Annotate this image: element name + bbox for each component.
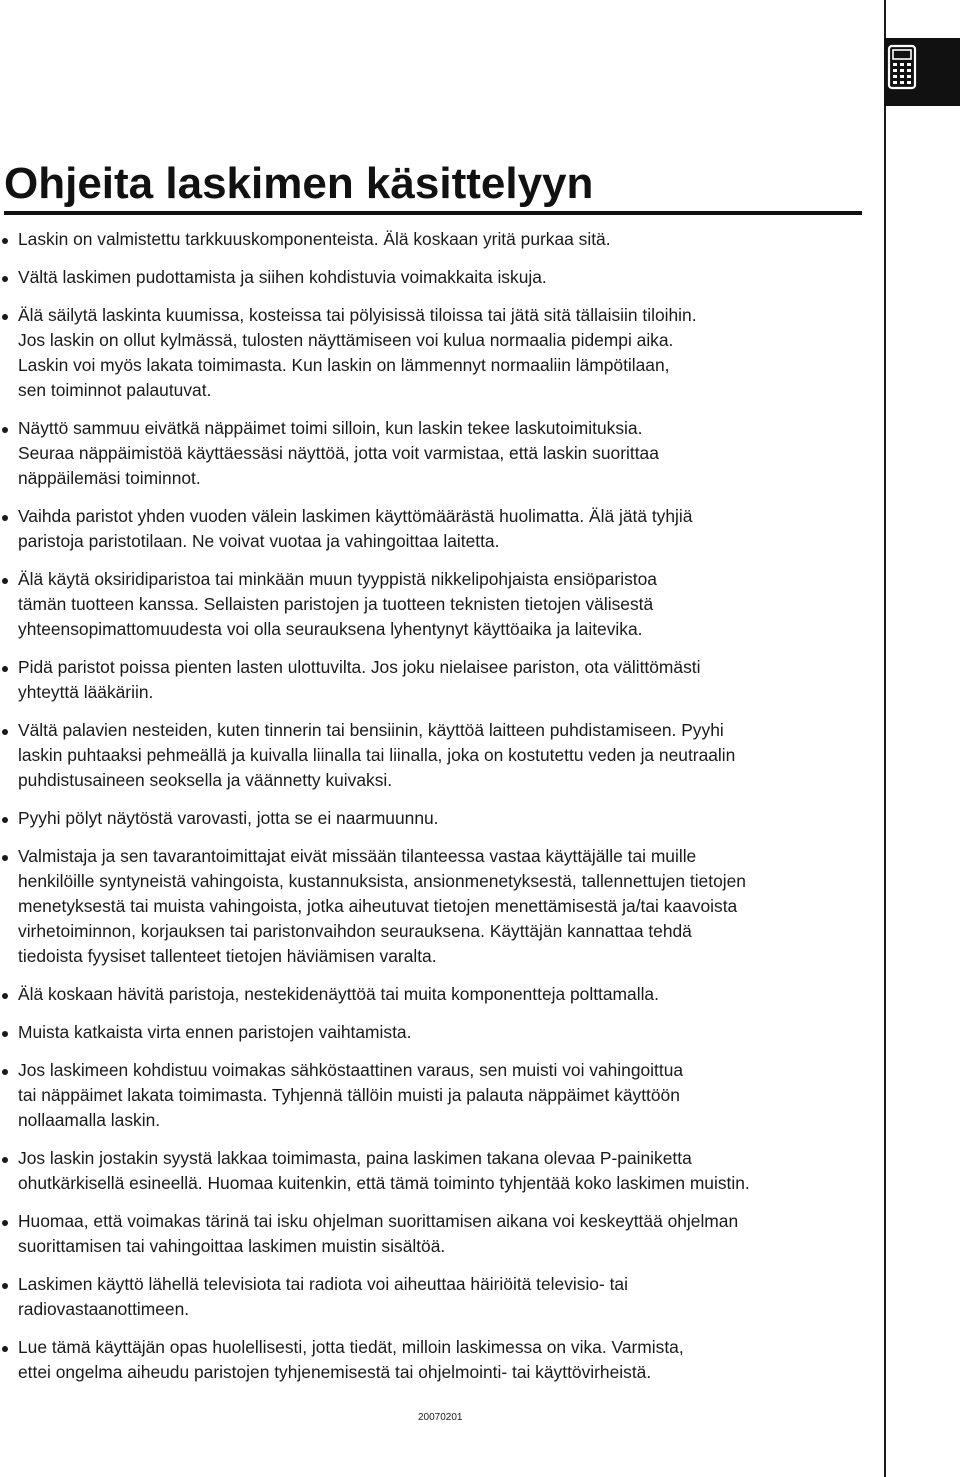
list-item-text: ettei ongelma aiheudu paristojen tyhjenemisestä tai ohjelmointi- tai käyttövirheistä. <box>18 1362 652 1382</box>
list-item <box>0 504 870 554</box>
bullet-dot-icon <box>2 729 8 735</box>
list-item-text: henkilöille syntyneistä vahingoista, kustannuksista, ansionmenetyksestä, tallennettujen tietojen <box>18 871 746 891</box>
list-item <box>0 1020 870 1045</box>
list-item <box>0 265 870 290</box>
list-item <box>0 416 870 491</box>
list-item-text: Jos laskimeen kohdistuu voimakas sähköstaattinen varaus, sen muisti voi vahingoittua <box>18 1060 684 1080</box>
list-item-text: Vältä laskimen pudottamista ja siihen kohdistuvia voimakkaita iskuja. <box>18 267 547 287</box>
list-item-text: tämän tuotteen kanssa. Sellaisten paristojen ja tuotteen teknisten tietojen välisestä <box>18 594 654 614</box>
list-item-text: Pyyhi pölyt näytöstä varovasti, jotta se ei naarmuunnu. <box>18 808 439 828</box>
bullet-dot-icon <box>2 993 8 999</box>
bullet-dot-icon <box>2 427 8 433</box>
bullet-dot-icon <box>2 817 8 823</box>
bullet-dot-icon <box>2 855 8 861</box>
list-item-text: Valmistaja ja sen tavarantoimittajat eivät missään tilanteessa vastaa käyttäjälle tai muille <box>18 846 697 866</box>
list-item-text: Älä käytä oksiridiparistoa tai minkään muun tyyppistä nikkelipohjaista ensiöparistoa <box>18 569 657 589</box>
list-item <box>0 718 870 793</box>
title-underline <box>4 211 862 215</box>
margin-rule <box>884 0 886 1477</box>
list-item-text: menetyksestä tai muista vahingoista, jotka aiheutuvat tietojen menettämisestä ja/tai kaavoista <box>18 896 738 916</box>
section-tab <box>884 38 960 106</box>
bullet-dot-icon <box>2 1069 8 1075</box>
list-item-text: näppäilemäsi toiminnot. <box>18 468 201 488</box>
bullet-dot-icon <box>2 314 8 320</box>
list-item-text: nollaamalla laskin. <box>18 1110 161 1130</box>
bullet-dot-icon <box>2 1157 8 1163</box>
list-item-text: Laskin on valmistettu tarkkuuskomponenteista. Älä koskaan yritä purkaa sitä. <box>18 229 611 249</box>
list-item-text: Jos laskin on ollut kylmässä, tulosten näyttämiseen voi kulua normaalia pidempi aika. <box>18 330 674 350</box>
list-item-text: Vältä palavien nesteiden, kuten tinnerin tai bensiinin, käyttöä laitteen puhdistamiseen. Pyyhi <box>18 720 724 740</box>
bullet-dot-icon <box>2 1031 8 1037</box>
list-item-text: yhteensopimattomuudesta voi olla seurauksena lyhentynyt käyttöaika ja laitevika. <box>18 619 643 639</box>
list-item-text: tiedoista fyysiset tallenteet tietojen häviämisen varalta. <box>18 946 437 966</box>
bullet-dot-icon <box>2 1346 8 1352</box>
list-item-text: tai näppäimet lakata toimimasta. Tyhjennä tällöin muisti ja palauta näppäimet käyttöön <box>18 1085 680 1105</box>
list-item-text: yhteyttä lääkäriin. <box>18 682 154 702</box>
page-title: Ohjeita laskimen käsittelyyn <box>4 159 594 208</box>
list-item <box>0 1335 870 1385</box>
calculator-icon <box>886 44 922 92</box>
list-item <box>0 655 870 705</box>
list-item-text: Huomaa, että voimakas tärinä tai isku ohjelman suorittamisen aikana voi keskeyttää ohjelman <box>18 1211 739 1231</box>
list-item <box>0 1146 870 1196</box>
handling-instructions-list <box>0 227 870 1398</box>
list-item <box>0 1058 870 1133</box>
list-item-text: Laskin voi myös lakata toimimasta. Kun laskin on lämmennyt normaaliin lämpötilaan, <box>18 355 670 375</box>
list-item-text: virhetoiminnon, korjauksen tai paristonvaihdon seurauksena. Käyttäjän kannattaa tehdä <box>18 921 692 941</box>
bullet-dot-icon <box>2 666 8 672</box>
list-item-text: Lue tämä käyttäjän opas huolellisesti, jotta tiedät, milloin laskimessa on vika. Varmista, <box>18 1337 684 1357</box>
list-item <box>0 806 870 831</box>
document-code: 20070201 <box>418 1412 463 1423</box>
list-item-text: sen toiminnot palautuvat. <box>18 380 212 400</box>
bullet-dot-icon <box>2 238 8 244</box>
list-item-text: Laskimen käyttö lähellä televisiota tai radiota voi aiheuttaa häiriöitä televisio- tai <box>18 1274 628 1294</box>
bullet-dot-icon <box>2 515 8 521</box>
list-item-text: ohutkärkisellä esineellä. Huomaa kuitenkin, että tämä toiminto tyhjentää koko laskimen muistin. <box>18 1173 750 1193</box>
list-item-text: Jos laskin jostakin syystä lakkaa toimimasta, paina laskimen takana olevaa P-painiketta <box>18 1148 692 1168</box>
bullet-dot-icon <box>2 1283 8 1289</box>
list-item-text: radiovastaanottimeen. <box>18 1299 190 1319</box>
list-item-text: Älä koskaan hävitä paristoja, nestekidenäyttöä tai muita komponentteja polttamalla. <box>18 984 659 1004</box>
list-item-text: Vaihda paristot yhden vuoden välein laskimen käyttömäärästä huolimatta. Älä jätä tyhjiä <box>18 506 693 526</box>
list-item-text: laskin puhtaaksi pehmeällä ja kuivalla liinalla tai liinalla, joka on kostutettu veden ja neutraalin <box>18 745 736 765</box>
list-item <box>0 567 870 642</box>
bullet-dot-icon <box>2 578 8 584</box>
list-item-text: suorittamisen tai vahingoittaa laskimen muistin sisältöä. <box>18 1236 446 1256</box>
list-item <box>0 1209 870 1259</box>
list-item-text: Muista katkaista virta ennen paristojen vaihtamista. <box>18 1022 412 1042</box>
bullet-dot-icon <box>2 1220 8 1226</box>
list-item <box>0 844 870 969</box>
list-item <box>0 303 870 403</box>
list-item <box>0 982 870 1007</box>
list-item-text: paristoja paristotilaan. Ne voivat vuotaa ja vahingoittaa laitetta. <box>18 531 500 551</box>
list-item <box>0 227 870 252</box>
list-item-text: puhdistusaineen seoksella ja väännetty kuivaksi. <box>18 770 393 790</box>
list-item-text: Seuraa näppäimistöä käyttäessäsi näyttöä, jotta voit varmistaa, että laskin suorittaa <box>18 443 659 463</box>
list-item <box>0 1272 870 1322</box>
list-item-text: Älä säilytä laskinta kuumissa, kosteissa tai pölyisissä tiloissa tai jätä sitä tällaisiin tiloihin. <box>18 305 697 325</box>
list-item-text: Näyttö sammuu eivätkä näppäimet toimi silloin, kun laskin tekee laskutoimituksia. <box>18 418 643 438</box>
list-item-text: Pidä paristot poissa pienten lasten ulottuvilta. Jos joku nielaisee pariston, ota välittömästi <box>18 657 701 677</box>
bullet-dot-icon <box>2 276 8 282</box>
